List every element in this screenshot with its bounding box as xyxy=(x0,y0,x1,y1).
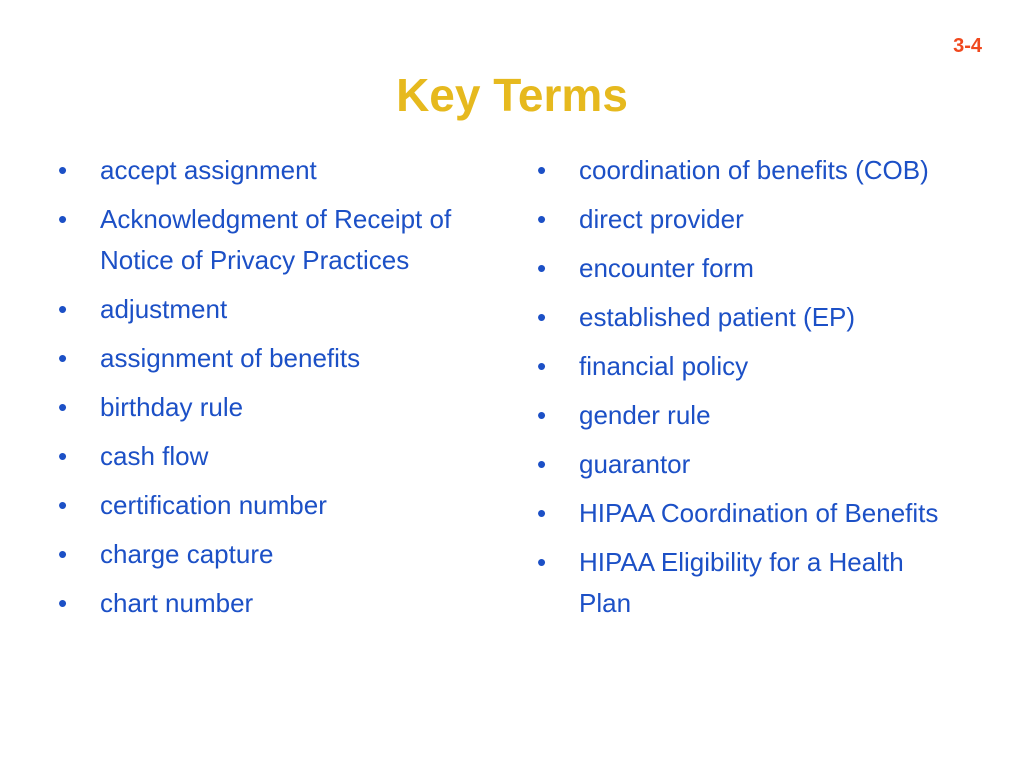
term-item: • encounter form xyxy=(537,248,957,289)
slide-number: 3-4 xyxy=(953,35,982,57)
term-item: • charge capture xyxy=(58,534,488,575)
term-item: • direct provider xyxy=(537,199,957,240)
term-item: • accept assignment xyxy=(58,150,488,191)
term-item: • Acknowledgment of Receipt of Notice of Privacy Practices xyxy=(58,199,488,281)
left-term-list xyxy=(58,150,488,632)
term-item: • HIPAA Coordination of Benefits xyxy=(537,493,957,534)
term-item: • established patient (EP) xyxy=(537,297,957,338)
term-item: • gender rule xyxy=(537,395,957,436)
term-item: • certification number xyxy=(58,485,488,526)
slide-title: Key Terms xyxy=(396,68,628,121)
term-item: • guarantor xyxy=(537,444,957,485)
term-item: • birthday rule xyxy=(58,387,488,428)
term-item: • adjustment xyxy=(58,289,488,330)
term-item: • assignment of benefits xyxy=(58,338,488,379)
right-term-list xyxy=(537,150,957,632)
term-item: • cash flow xyxy=(58,436,488,477)
term-item: • financial policy xyxy=(537,346,957,387)
term-item: • chart number xyxy=(58,583,488,624)
term-item: • HIPAA Eligibility for a Health Plan xyxy=(537,542,957,624)
term-item: • coordination of benefits (COB) xyxy=(537,150,957,191)
